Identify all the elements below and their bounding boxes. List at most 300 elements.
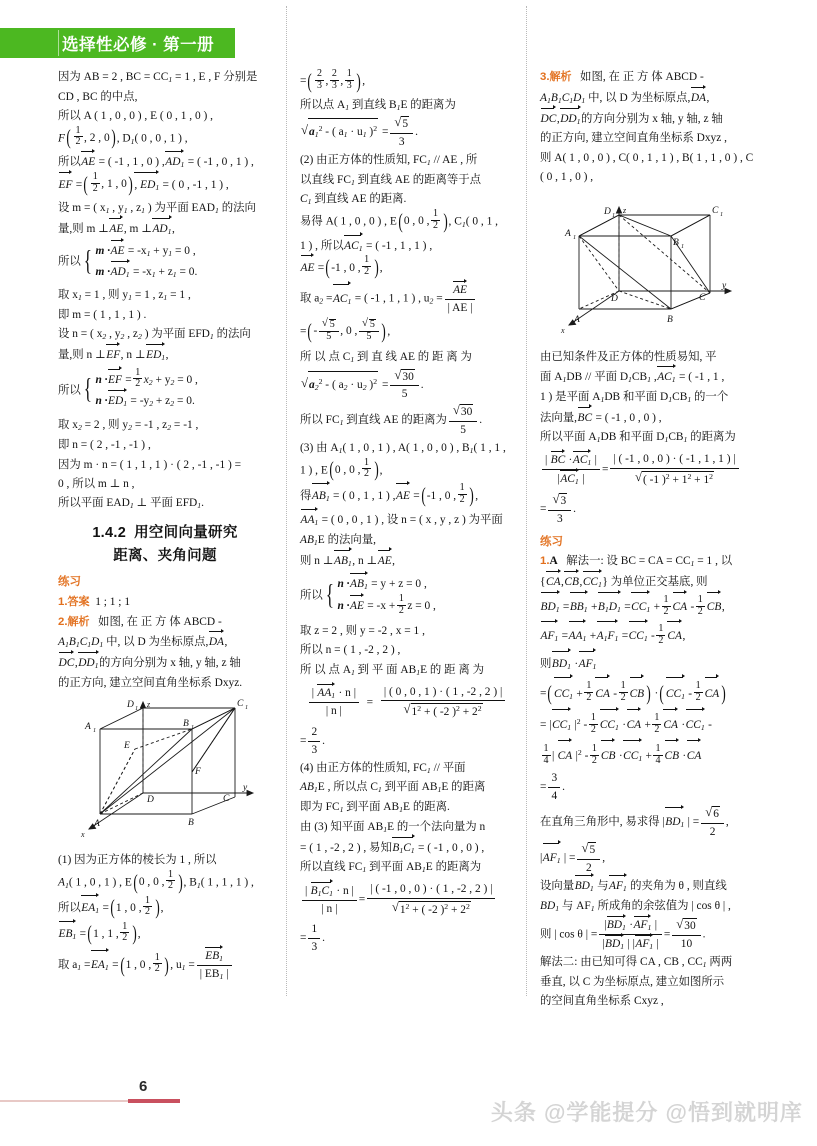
answer-value: 1 ; 1 ; 1 — [95, 595, 131, 608]
text: { — [540, 576, 546, 589]
text: 5 — [589, 843, 596, 856]
text: 的一个 — [691, 390, 729, 403]
vector-BC: BC — [578, 408, 593, 427]
text: = — [560, 600, 570, 613]
vector-AE: AE — [109, 219, 123, 238]
text: = 0 , — [172, 245, 196, 258]
text: 所以 — [300, 589, 323, 602]
text: // AE , 所 — [430, 153, 478, 166]
vector-EB1: $EB_1$ — [205, 950, 224, 964]
text: , — [224, 636, 228, 649]
section-number: 1.4.2 — [92, 525, 127, 542]
text-line: 取 z = 2 , 则 y = -2 , x = 1 , — [300, 624, 425, 637]
vector-EF: EF — [108, 370, 122, 391]
text: a — [309, 378, 315, 391]
text: 1 , 0 , — [125, 958, 152, 971]
vector-EA1: $EA_1$ — [91, 951, 109, 979]
text: 则 — [540, 657, 552, 670]
vector-AC1: $AC_1$ — [572, 453, 592, 467]
text-line: (4) 由正方体的性质知, $FC_1$ // 平面 — [300, 761, 466, 775]
text: · n | — [335, 687, 356, 700]
text: , z — [124, 328, 138, 341]
text: 到平面 AB — [366, 861, 422, 874]
text: = ( -1 , 1 , 0 ) , — [95, 156, 165, 169]
text: 3 — [551, 772, 558, 785]
text: ) — [366, 378, 374, 391]
text: E 的法向量, — [317, 533, 377, 546]
text-line — [58, 152, 272, 172]
vector-CB: CB — [564, 572, 579, 591]
text: | n | — [302, 900, 357, 917]
text: 取 a — [300, 292, 320, 305]
svg-text:D: D — [147, 795, 154, 806]
text-line: 所 以 点 $C_1$ 到 直 线 AE 的 距 离 为 — [300, 350, 472, 365]
text: . — [322, 932, 325, 945]
text: 2 — [316, 68, 322, 80]
text: , — [379, 262, 383, 275]
text: = ( -1 , 1 , 1 ) , u — [351, 292, 430, 305]
text: | ( -1 , 0 , 0 ) · ( -1 , 1 , 1 ) | — [613, 452, 736, 465]
text: ( 0 , 0 , 1 ) , — [134, 132, 188, 145]
vector-CA: CA — [546, 572, 561, 591]
vector-B1D1: $B_1D_1$ — [598, 593, 621, 621]
text: = — [540, 503, 547, 516]
text-line — [300, 838, 514, 858]
analysis-tag: 解析 — [67, 615, 90, 628]
text: = 1 , 则 y — [81, 289, 129, 302]
vector-ED1: $ED_1$ — [146, 345, 165, 365]
text: + 2 — [459, 706, 478, 719]
text: 则 n ⊥ — [300, 554, 334, 567]
text-line: 所以直线 $FC_1$ 到平面 $AB_1E$ 的距离为 — [300, 861, 482, 875]
svg-text:z: z — [623, 205, 627, 215]
text-line: ( 0 , 1 , 0 ) , — [540, 171, 594, 184]
text: E 的距离为 — [400, 98, 456, 111]
text: 所以 FC — [300, 414, 340, 427]
text: 的方向分别为 x 轴, y 轴, z 轴 — [581, 112, 723, 125]
text: , — [362, 75, 366, 87]
text: + z — [155, 266, 173, 279]
text-line: 易得 A( 1 , 0 , 0 ) , E(0 , 0 , $\frac{1}{2}$ ), $C_1$( 0 , 1 , — [300, 207, 498, 233]
text: = — [323, 292, 333, 305]
vector-AA1: $AA_1$ — [569, 622, 587, 650]
vector-CC1: $CC_1$ — [552, 710, 571, 740]
text: = — [379, 126, 389, 139]
text: , — [682, 630, 686, 643]
text: AB — [300, 781, 314, 794]
text: 中, 以 D 为坐标原点, — [103, 636, 209, 649]
text: -1 , 0 , — [426, 489, 457, 502]
text: (4) 由正方体的性质知, FC — [300, 761, 427, 774]
text: 设 n = ( x — [58, 328, 103, 341]
equation-fraction: $\frac{| B_1C_1 \cdot n |}{| n |}$ = | ( -1 , 0 , 0 ) · ( 1 , -2 , 2 ) | √ $1^2$ + ( -2 )$^2 + 2^2$ — [300, 882, 514, 918]
text: 到平面 AB — [381, 781, 438, 794]
text-line: $AF_1 =AA_1 +A_1F_1 =CC_1$ - $\frac{1}{2}$ CA, — [540, 622, 754, 650]
text: z = 0 , — [407, 600, 436, 613]
text: , 2 , 0 — [84, 131, 110, 144]
svg-text:z: z — [147, 700, 151, 710]
text-line — [58, 219, 272, 239]
header-band-tick — [58, 30, 59, 56]
text-line: 0 , 所以 m ⊥ n , — [58, 477, 135, 490]
text: | = — [684, 816, 700, 829]
text: . — [201, 497, 204, 510]
text: = — [99, 902, 109, 915]
text: 5 — [390, 385, 418, 402]
text-line: =( $\frac{2}{3}$ , $\frac{2}{3}$ , $\frac{1}{3}$ ), — [300, 68, 366, 93]
svg-text:C: C — [699, 292, 706, 303]
text: . — [322, 734, 325, 747]
text: - ( a — [322, 378, 344, 391]
text-line: 所以点 $A_1$ 到直线 $B_1E$ 的距离为 — [300, 98, 456, 112]
text: 到直线 AE 的距离. — [311, 193, 407, 206]
text: · n | — [333, 884, 354, 897]
vector-CC1: $CC_1$ — [554, 678, 573, 710]
text: | ( -1 , 0 , 0 ) · ( 1 , -2 , 2 ) | — [370, 882, 493, 895]
text: . — [479, 414, 483, 427]
vector-DA: DA — [209, 632, 224, 651]
svg-text:1: 1 — [573, 233, 577, 241]
text: 3 — [346, 79, 352, 91]
text: E 的距离. — [403, 801, 450, 814]
text: , — [387, 325, 391, 338]
text: 如图, 在 正 方 体 ABCD - — [98, 615, 222, 628]
text: 所以直线 FC — [300, 861, 363, 874]
vector-DD1: $DD_1$ — [560, 109, 580, 129]
text-line: 即为 $FC_1$ 到平面 $AB_1E$ 的距离. — [300, 801, 450, 815]
columns-container — [0, 68, 817, 1068]
item-number: 2. — [58, 615, 68, 628]
equation-system: 所以 { $n \cdot AB_1 = y + z = 0$ , n ·AE = -x + $\frac{1}{2}$ z = 0 , — [300, 574, 514, 618]
figure-cube-2 — [540, 191, 754, 343]
text-line — [540, 805, 754, 840]
text: C — [561, 91, 570, 104]
vector-A1F1: $A_1F_1$ — [597, 622, 619, 650]
text-line — [58, 653, 272, 673]
vector-CC1: $CC_1$ — [631, 593, 650, 621]
text: = 1 , 以 — [694, 555, 733, 568]
svg-text:A: A — [85, 722, 91, 733]
vector-CC1: $CC_1$ — [623, 741, 642, 771]
vector-EB1: $EB_1$ — [59, 922, 77, 947]
column-2 — [300, 68, 514, 1068]
svg-text:A: A — [94, 819, 100, 830]
text: m · — [95, 245, 111, 258]
text-line — [540, 109, 754, 129]
text: B — [68, 636, 76, 649]
vector-EA1: $EA_1$ — [81, 896, 99, 921]
text: 的法向 — [218, 201, 256, 214]
vector-CA: CA — [705, 678, 720, 710]
text: n · — [337, 600, 350, 613]
text: | — [572, 749, 578, 762]
text: - — [705, 719, 712, 732]
vector-B1C1: $B_1C_1$ — [392, 838, 414, 858]
vector-B1C1: $B_1C_1$ — [310, 884, 333, 898]
text: = — [72, 178, 83, 191]
practice-label-2: 练习 — [540, 535, 563, 548]
vector-CA: CA — [667, 622, 682, 650]
text: 10 — [672, 935, 700, 952]
method-label: 解法二 — [540, 956, 575, 969]
text: 1 — [311, 923, 318, 936]
text-line — [300, 922, 514, 955]
text: · — [565, 453, 573, 466]
text: A — [58, 636, 65, 649]
text: , — [706, 91, 710, 104]
text: 即为 FC — [300, 801, 340, 814]
text-line: 取 $a_2 =AC_1$ = ( -1 , 1 , 1 ) , $u_2$ = $\frac{AE}{| AE |}$ — [300, 282, 514, 316]
text: = — [410, 490, 420, 503]
text: = 1 , z — [131, 289, 164, 302]
text: 的法向 — [213, 328, 251, 341]
text: 1 ) 是平面 A — [540, 390, 601, 403]
column-1 — [58, 68, 272, 1068]
text: = ( -1 , 0 , 1 ) , — [184, 156, 254, 169]
text-line: 设 m = ( $x_1$ , $y_1$ , $z_1$ ) 为平面 $EAD_1$ 的法向 — [58, 201, 256, 215]
text: 0 , 0 , — [138, 875, 165, 888]
svg-text:y: y — [722, 280, 727, 291]
vector-DD1: $DD_1$ — [78, 653, 98, 673]
equation-system: 所以 { $m \cdot AE = -x_1 + y_1 = 0$ , $m \cdot AD_1 = -x_1 + z_1 = 0$. — [58, 241, 272, 283]
section-title-line2: 距离、夹角问题 — [113, 548, 217, 565]
text: , C — [448, 215, 462, 228]
text-line: 所以 n = ( 1 , -2 , 2 ) , — [300, 644, 401, 657]
vector-AC1: $AC_1$ — [344, 236, 362, 256]
header-band — [0, 28, 235, 58]
vector-CB: CB — [707, 593, 722, 621]
vector-BD1: $BD_1$ — [665, 808, 684, 835]
text: - — [648, 630, 655, 643]
section-heading — [58, 523, 272, 544]
text: = — [109, 959, 119, 972]
text: = — [81, 959, 91, 972]
vector-CA: CA — [595, 678, 610, 710]
svg-text:B: B — [667, 314, 673, 325]
text-line: 垂直, 以 C 为坐标原点, 建立如图所示 — [540, 975, 725, 988]
text-line: =( $CC_1$ + $\frac{1}{2}$ CA - $\frac{1}{2}$ CB) ·( $CC_1$ - $\frac{1}{2}$ CA) — [540, 678, 754, 710]
text: | AE | — [445, 299, 476, 316]
text: + — [586, 630, 597, 643]
text: = 0. — [174, 395, 195, 408]
text: - — [685, 687, 693, 700]
text: 到 直 线 AE 的 距 离 为 — [354, 350, 472, 363]
vector-AF1: $AF_1$ — [635, 938, 654, 952]
text: n · — [95, 373, 108, 386]
text: E 的 距 离 为 — [420, 663, 485, 676]
svg-text:C: C — [237, 699, 244, 710]
text: = ( 0 , 0 , 1 ) , 设 n = ( x , y , z ) 为平面 — [318, 514, 503, 527]
vector-AC1: $AC_1$ — [657, 367, 675, 387]
text: E , 所以点 C — [317, 781, 378, 794]
text: 所以平面 EAD — [58, 497, 130, 510]
text: + ( -2 ) — [421, 706, 456, 719]
text: -1 , 0 , — [331, 261, 361, 274]
svg-text:x: x — [81, 830, 85, 840]
vector-CC1: $CC_1$ — [583, 572, 602, 592]
page-number: 6 — [139, 1078, 148, 1095]
text: 1 ) , 所以 — [300, 239, 344, 252]
text: = 1 , E , F 分别是 — [172, 71, 258, 83]
text: · — [678, 719, 686, 732]
text: = -x — [130, 266, 152, 279]
vector-AE: AE — [301, 256, 315, 281]
text: = — [663, 928, 671, 941]
text-line: $BD_1$ 与 $AF_1$ 所成角的余弦值为 | cos θ | , — [540, 900, 731, 914]
vector-CA: CA — [687, 741, 702, 771]
text: 的方向分别为 x 轴, y 轴, z 轴 — [99, 657, 241, 670]
vector-BD1: $BD_1$ — [606, 918, 626, 932]
vector-BD1: $BD_1$ — [541, 593, 560, 621]
text: ( 0 , 1 , — [465, 215, 498, 228]
text-line: 的正方向, 建立空间直角坐标系 Dxyz. — [58, 676, 243, 689]
text-line: 取 $x_1 = 1$ , 则 $y_1 = 1$ , $z_1 = 1$ , — [58, 289, 191, 303]
text: CB — [668, 430, 684, 443]
text: = ( 1 , -2 , 2 ) , 易知 — [300, 841, 392, 854]
text: = — [185, 959, 195, 972]
text: , y — [106, 328, 121, 341]
text-line: (1) 因为正方体的棱长为 1 , 所以 — [58, 854, 217, 867]
text: | = — [561, 851, 576, 864]
text: 则 A( 1 , 0 , 0 ) , C( 0 , 1 , 1 ) , B( 1 , 1 , 0 ) , C — [540, 151, 754, 164]
vector-CA: CA — [663, 710, 678, 740]
text: · — [619, 719, 627, 732]
text: = -1 , — [171, 419, 199, 432]
text: m · — [95, 266, 111, 279]
text-line — [58, 345, 272, 365]
text: 30 — [684, 920, 696, 933]
svg-text:C: C — [712, 205, 719, 216]
text: 所以 — [58, 902, 81, 915]
text: 到直线 AE 的距离等于点 — [354, 173, 482, 186]
text-line — [540, 408, 754, 427]
text: , — [725, 816, 729, 829]
text: , — [556, 112, 560, 125]
svg-text:D: D — [611, 293, 618, 304]
text: | — [223, 968, 229, 981]
text-line: 取 $x_2 = 2$ , 则 $y_2 = -1$ , $z_2 = -1$ , — [58, 419, 199, 433]
text: . — [573, 503, 576, 516]
text: = ( -1 , 1 , — [676, 371, 725, 384]
text: CB — [672, 390, 688, 403]
text-line: (2) 由正方体的性质知, $FC_1$ // AE , 所 — [300, 153, 478, 168]
text: + — [641, 719, 651, 732]
text: + ( -2 ) — [409, 903, 445, 916]
text-line: $A_1$( 1 , 0 , 1 ) , E(0 , 0 , $\frac{1}{2}$ ), $B_1$( 1 , 1 , 1 ) , — [58, 868, 254, 894]
vector-CB: CB — [601, 741, 616, 771]
vector-BD1: $BD_1$ — [552, 652, 571, 677]
vector-CA: CA — [558, 741, 573, 771]
text: 到平面 AB — [343, 801, 400, 814]
text: = 2 , 则 y — [81, 419, 129, 432]
text: ) 为平面 EFD — [141, 328, 210, 341]
text-line: 所以 $FC_1$ 到直线 AE 的距离为 √ $\frac{30}{5}$ . — [300, 403, 514, 438]
text-line — [300, 236, 514, 256]
text: 所以 — [58, 384, 81, 397]
text-line: √ $a_2^2$ - ( $a_2 \cdot u_2$ )$^2$ = √ $\frac{30}{5}$ . — [300, 368, 514, 403]
text: 30 — [402, 370, 414, 383]
text: : 设 BC = CA = CC — [600, 555, 691, 568]
cube-diagram-2-svg — [547, 191, 747, 343]
text-line: 因为 AB = 2 , BC = $CC_1 = 1$ , E , F 分别是 — [58, 71, 258, 85]
text: 4 — [548, 787, 560, 804]
vector-AC1: $AC_1$ — [333, 285, 351, 313]
text: ( -1 ) — [642, 473, 666, 486]
text-line — [540, 841, 754, 876]
text: , — [172, 222, 175, 235]
text: = — [300, 325, 307, 338]
text: , — [579, 576, 583, 589]
equation-fraction — [540, 917, 754, 952]
text: = — [300, 734, 307, 747]
vector-AF1: $AF_1$ — [541, 622, 559, 650]
vector-BD1: $BD_1$ — [575, 876, 594, 896]
text: , — [74, 657, 78, 670]
text: 所以点 A — [300, 98, 346, 111]
text: E 的一个法向量为 n — [387, 820, 486, 833]
vector-AE: AE — [378, 551, 392, 570]
text: = ( -1 , 0 , 0 ) , — [415, 841, 485, 854]
text: DB 和平面 D — [604, 390, 669, 403]
text: DB // 平面 D — [566, 371, 629, 384]
text: = — [314, 262, 325, 275]
text-line: 所以平面 $A_1DB$ 和平面 $D_1CB_1$ 的距离为 — [540, 430, 736, 445]
text: = — [366, 695, 374, 708]
text: 30 — [460, 406, 473, 419]
vector-DC: DC — [59, 653, 75, 672]
footer-rule-accent — [128, 1099, 180, 1103]
equation-fraction: $\frac{| AA_1 \cdot n |}{| n |}$ = | ( 0 , 0 , 1 ) · ( 1 , -2 , 2 ) | √ $1^2$ + ( -2 )$^2 + 2^2$ — [300, 685, 514, 721]
vector-AE: AE — [350, 596, 364, 617]
text: 法向量, — [540, 411, 578, 424]
text: | — [557, 472, 560, 485]
text: = 0. — [176, 266, 198, 279]
text-line: $A_1B_1C_1D_1$ 中, 以 D 为坐标原点,DA, — [58, 632, 272, 652]
text: C — [300, 193, 308, 206]
text: | n | — [309, 702, 359, 719]
text: · — [626, 918, 634, 931]
text-line: AE =(-1 , 0 , $\frac{1}{2}$ ), — [300, 254, 383, 280]
text: | — [604, 918, 607, 931]
vector-AF1: $AF_1$ — [633, 918, 652, 932]
text-line: 所以$EA_1 =(1$ , 0 , $\frac{1}{2}$ ), — [58, 894, 164, 920]
text: 以直线 FC — [300, 173, 351, 186]
text: 取 a — [58, 959, 78, 972]
text-line: 所以平面 $EAD_1$ ⊥ 平面 $EFD_1$. — [58, 497, 204, 511]
answer-item: 1.A 解法一: 设 BC = CA = $CC_1 = 1$ , 以 — [540, 555, 733, 569]
text: 由 (3) 知平面 AB — [300, 820, 384, 833]
text-line: 1 ) 是平面 $A_1DB$ 和平面 $D_1CB_1$ 的一个 — [540, 390, 729, 404]
text: · — [651, 687, 659, 700]
text: 3 — [316, 79, 322, 91]
text: 2 — [311, 726, 318, 739]
text: + 1 — [669, 473, 688, 486]
text: (3) 由 A — [300, 441, 339, 454]
text: 3 — [560, 495, 567, 508]
text-line: 设 n = ( $x_2$ , $y_2$ , $z_2$ ) 为平面 $EFD_1$ 的法向 — [58, 328, 251, 342]
analysis-tag: 解析 — [549, 71, 572, 83]
text-line: 1 ) , E(0 , 0 , $\frac{1}{2}$ ), — [300, 456, 383, 482]
text-line: 所 以 点 $A_1$ 到 平 面 $AB_1E$ 的 距 离 为 — [300, 663, 485, 677]
vector-AD1: $AD_1$ — [165, 152, 184, 172]
text: = ( -1 , 0 , 0 ) , — [592, 411, 662, 424]
vector-CA: CA — [673, 593, 688, 621]
text: 所以 — [58, 255, 81, 268]
svg-text:1: 1 — [612, 211, 616, 219]
answer-choice: A — [549, 555, 558, 568]
text: 5 — [449, 421, 477, 438]
text-line: $\frac{1}{4}$ | CA $|^2$ - $\frac{1}{2}$ CB $\cdot CC_1$ + $\frac{1}{4}$ CB ·CA — [540, 741, 754, 771]
